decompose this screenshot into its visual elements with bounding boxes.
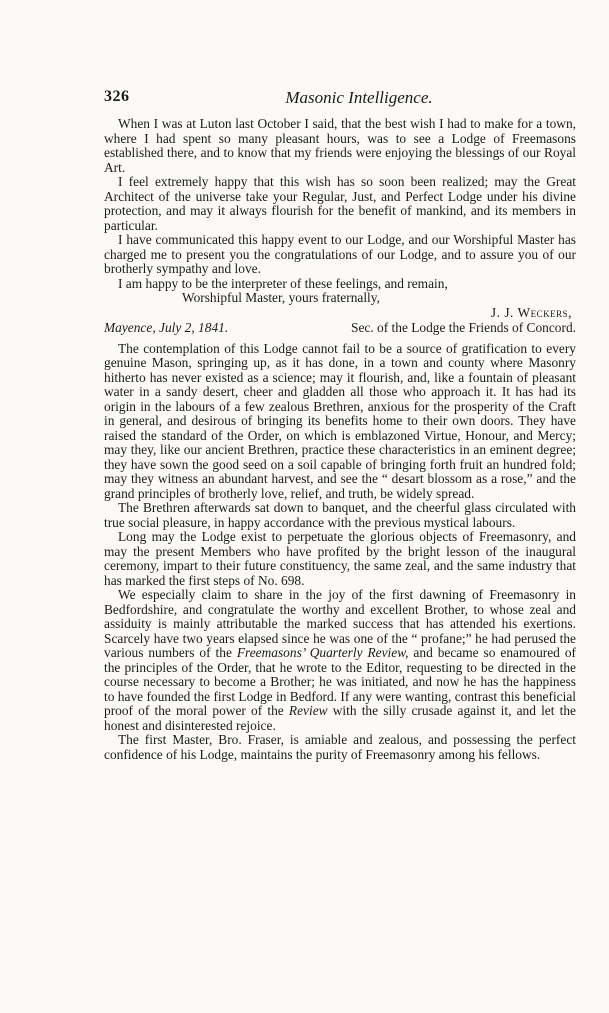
letter-paragraph: I have communicated this happy event to our Lodge, and our Worshipful Master has charged me to present you the congratulations of our Lodge, and to assure you of our brotherly sympathy and love. — [104, 232, 576, 276]
place-date-line — [104, 321, 576, 336]
letter-signer — [104, 306, 576, 321]
place-date: Mayence, July 2, 1841. — [104, 320, 229, 335]
article-paragraph — [104, 588, 576, 733]
page-number: 326 — [104, 88, 130, 105]
text-run: and became so enamoured of the principles of the Order, that he wrote to the Editor, requesting to be directed in the course necessary to become a Brother; he was initiated, and now he has the happiness to have founded the first Lodge in Bedford. If any were wanting, contrast this beneficial proof of the moral power of the — [104, 645, 576, 718]
signer-name: J. J. Weckers, — [490, 304, 572, 320]
article-paragraph: Long may the Lodge exist to perpetuate the glorious objects of Freemasonry, and may the present Members who have profited by the bright lesson of the inaugural ceremony, impart to their future constituency, the same zeal, and the same industry that has marked the first steps of No. 698. — [104, 529, 576, 588]
running-title: Masonic Intelligence. — [285, 88, 433, 107]
article-paragraph: The Brethren afterwards sat down to banquet, and the cheerful glass circulated with true social pleasure, in happy accordance with the previous mystical labours. — [104, 500, 576, 530]
letter-paragraph: When I was at Luton last October I said, that the best wish I had to make for a town, where I had spent so many pleasant hours, was to see a Lodge of Freemasons established there, and to know that my friends were enjoying the blessings of our Royal Art. — [104, 116, 576, 175]
letter-paragraph: I feel extremely happy that this wish has so soon been realized; may the Great Architect of the universe take your Regular, Just, and Perfect Lodge under his divine protection, and may it always flourish for the benefit of mankind, and its members in particular. — [104, 174, 576, 233]
article-paragraph: The contemplation of this Lodge cannot fail to be a source of gratification to every genuine Mason, springing up, as it has done, in a town and county where Masonry hitherto has never existed as a science; may it flourish, and, like a fountain of pleasant water in a sandy desert, cheer and gladden all those who approach it. It has had its origin in the labours of a few zealous Brethren, anxious for the prosperity of the Craft in general, and desirous of bringing its benefits home to their own doors. They have raised the standard of the Order, on which is emblazoned Virtue, Honour, and Mercy; may they, like our ancient Brethren, practice these characteristics in an eminent degree; they have sown the good seed on a soil capable of bringing forth fruit an hundred fold; may they witness an abundant harvest, and see the “ desart blossom as a rose,” and the grand principles of brotherly love, relief, and truth, be widely spread. — [104, 340, 576, 501]
letter-salutation: Worshipful Master, yours fraternally, — [182, 290, 380, 305]
letter-closing: I am happy to be the interpreter of these feelings, and remain, — [118, 275, 448, 291]
article-paragraph: The first Master, Bro. Fraser, is amiable and zealous, and possessing the perfect confidence of his Lodge, maintains the purity of Freemasonry among his fellows. — [104, 732, 576, 762]
page-body — [104, 117, 576, 762]
text-run: We especially claim to share in the joy of the first dawning of Freemasonry in Bedfordshire, and congratulate the worthy and excellent Brother, to whose zeal and assiduity is mainly attributable the marked success that has attended his exertions. Scarcely have two years elapsed since he was one of the “ profane;” he had perused the various numbers of the — [104, 587, 576, 660]
page-header — [104, 88, 574, 112]
signer-title: Sec. of the Lodge the Friends of Concord. — [351, 320, 576, 335]
journal-short-title: Review — [288, 703, 328, 718]
text-run: with the silly crusade against it, and let the honest and disinterested rejoice. — [104, 703, 576, 733]
journal-title: Freemasons’ Quarterly Review, — [236, 645, 409, 660]
